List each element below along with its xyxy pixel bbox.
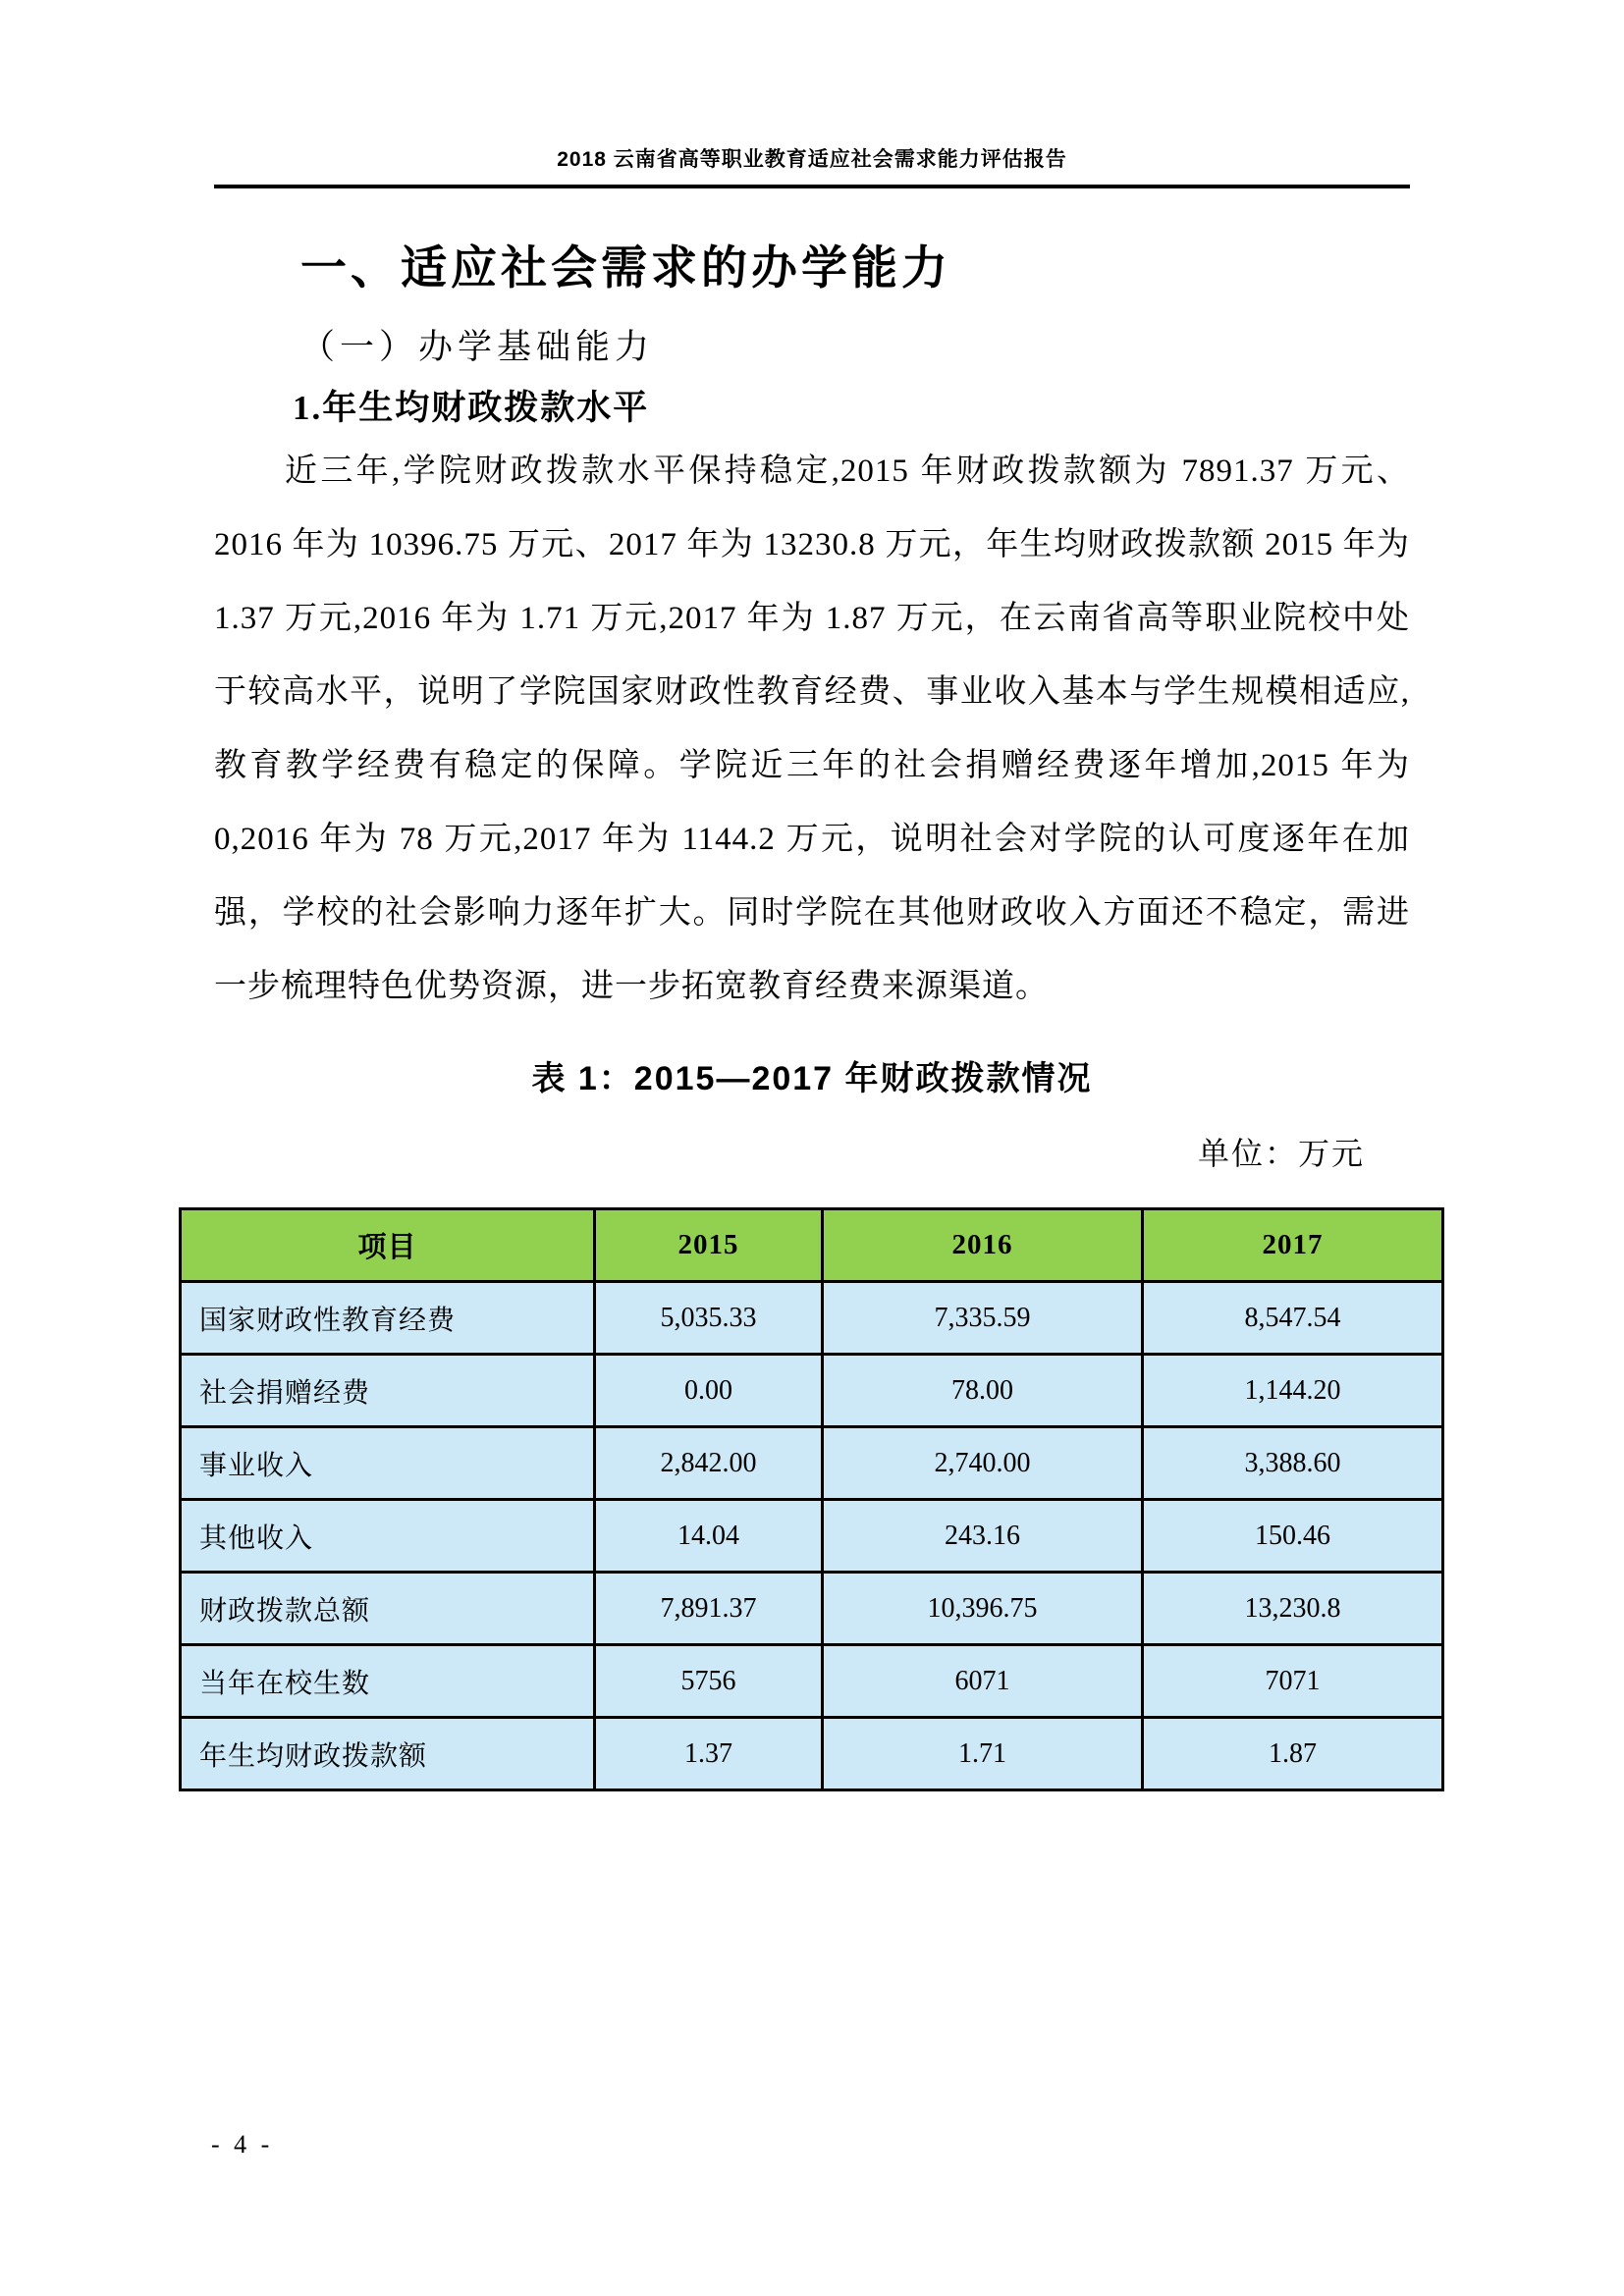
page-header — [214, 0, 1410, 188]
row-value: 5,035.33 — [595, 1282, 823, 1355]
row-value: 150.46 — [1143, 1500, 1443, 1573]
header-rule — [214, 185, 1410, 188]
row-label: 其他收入 — [181, 1500, 595, 1573]
row-value: 1.71 — [823, 1718, 1143, 1790]
row-value: 7071 — [1143, 1645, 1443, 1718]
row-value: 7,335.59 — [823, 1282, 1143, 1355]
row-label: 财政拨款总额 — [181, 1573, 595, 1645]
row-value: 1,144.20 — [1143, 1355, 1443, 1427]
row-label: 当年在校生数 — [181, 1645, 595, 1718]
row-value: 10,396.75 — [823, 1573, 1143, 1645]
row-value: 13,230.8 — [1143, 1573, 1443, 1645]
table-header-cell: 2015 — [595, 1209, 823, 1282]
table-header-cell: 项目 — [181, 1209, 595, 1282]
table-row — [181, 1427, 1443, 1500]
row-label: 年生均财政拨款额 — [181, 1718, 595, 1790]
table-row — [181, 1573, 1443, 1645]
table-caption: 表 1：2015—2017 年财政拨款情况 — [531, 1060, 1093, 1098]
row-value: 8,547.54 — [1143, 1282, 1443, 1355]
topic-heading: 1.年生均财政拨款水平 — [293, 388, 650, 427]
row-label: 事业收入 — [181, 1427, 595, 1500]
row-value: 243.16 — [823, 1500, 1143, 1573]
row-value: 14.04 — [595, 1500, 823, 1573]
row-value: 1.37 — [595, 1718, 823, 1790]
table-header-row — [181, 1209, 1443, 1282]
row-value: 2,740.00 — [823, 1427, 1143, 1500]
row-label: 社会捐赠经费 — [181, 1355, 595, 1427]
row-value: 2,842.00 — [595, 1427, 823, 1500]
page-number: - 4 - — [211, 2130, 274, 2159]
table-header-cell: 2016 — [823, 1209, 1143, 1282]
table-row — [181, 1282, 1443, 1355]
unit-label: 单位：万元 — [1197, 1136, 1365, 1172]
row-value: 5756 — [595, 1645, 823, 1718]
funding-table-body — [181, 1282, 1443, 1790]
row-value: 6071 — [823, 1645, 1143, 1718]
table-header-cell: 2017 — [1143, 1209, 1443, 1282]
row-label: 国家财政性教育经费 — [181, 1282, 595, 1355]
table-row — [181, 1500, 1443, 1573]
table-row — [181, 1355, 1443, 1427]
table-row — [181, 1645, 1443, 1718]
subsection-heading: （一）办学基础能力 — [300, 328, 655, 367]
header-title: 2018 云南省高等职业教育适应社会需求能力评估报告 — [557, 148, 1067, 171]
section-heading: 一、适应社会需求的办学能力 — [300, 241, 951, 294]
row-value: 1.87 — [1143, 1718, 1443, 1790]
row-value: 0.00 — [595, 1355, 823, 1427]
body-paragraph: 近三年,学院财政拨款水平保持稳定,2015 年财政拨款额为 7891.37 万元、2016 年为 10396.75 万元、2017 年为 13230.8 万元，年生均财政拨款额 2015 年为 1.37 万元,2016 年为 1.71 万元,2017 年为 1.87 万元，在云南省高等职业院校中处于较高水平，说明了学院国家财政性教育经费、事业收入基本与学生规模相适应,教育教学经费有稳定的保障。学院近三年的社会捐赠经费逐年增加,2015 年为 0,2016 年为 78 万元,2017 年为 1144.2 万元，说明社会对学院的认可度逐年在加强，学校的社会影响力逐年扩大。同时学院在其他财政收入方面还不稳定，需进一步梳理特色优势资源，进一步拓宽教育经费来源渠道。 — [214, 454, 1410, 1005]
row-value: 78.00 — [823, 1355, 1143, 1427]
funding-table — [179, 1207, 1444, 1791]
row-value: 7,891.37 — [595, 1573, 823, 1645]
row-value: 3,388.60 — [1143, 1427, 1443, 1500]
table-row — [181, 1718, 1443, 1790]
